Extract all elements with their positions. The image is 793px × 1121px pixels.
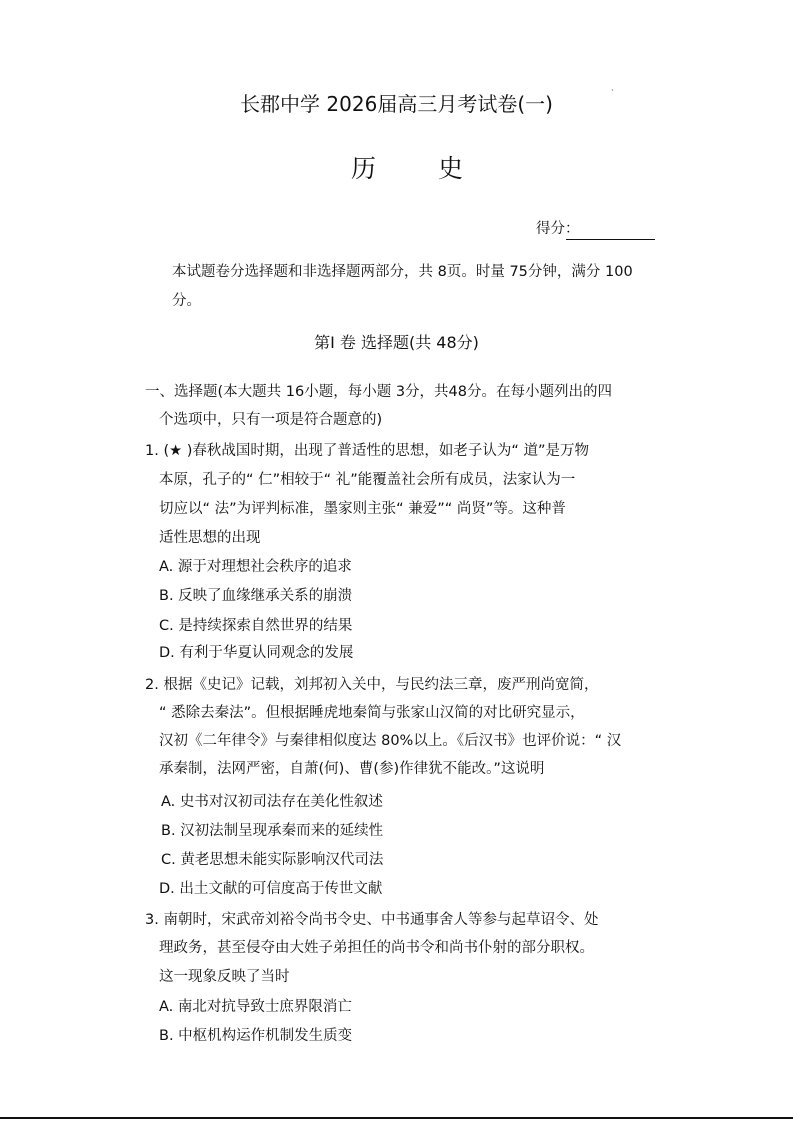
question-3-line-2: 理政务，甚至侵夺由大姓子弟担任的尚书令和尚书仆射的部分职权。 — [159, 940, 594, 956]
question-1-option-a[interactable]: A. 源于对理想社会秩序的追求 — [159, 559, 352, 575]
part-heading-line-1: 一、选择题(本大题共 16小题，每小题 3分，共48分。在每小题列出的四 — [145, 384, 612, 400]
question-1-option-c[interactable]: C. 是持续探索自然世界的结果 — [159, 618, 353, 634]
question-2-line-3: 汉初《二年律令》与秦律相似度达 80%以上。《后汉书》也评价说：“ 汉 — [159, 733, 622, 749]
page-bottom-rule — [0, 1117, 793, 1119]
question-1-line-1: 1. (★ )春秋战国时期，出现了普适性的思想，如老子认为“ 道”是万物 — [145, 443, 589, 459]
question-1-line-3: 切应以“ 法”为评判标准，墨家则主张“ 兼爱”“ 尚贤”等。这种普 — [159, 501, 566, 517]
question-3-option-a[interactable]: A. 南北对抗导致士庶界限消亡 — [159, 999, 352, 1015]
question-2-option-b[interactable]: B. 汉初法制呈现承秦而来的延续性 — [161, 823, 384, 839]
stray-dot: · — [611, 86, 614, 95]
instructions-line-2: 分。 — [172, 293, 201, 309]
question-1-option-d[interactable]: D. 有利于华夏认同观念的发展 — [159, 645, 354, 661]
question-3-line-1: 3. 南朝时，宋武帝刘裕令尚书令史、中书通事舍人等参与起草诏令、处 — [145, 912, 599, 928]
part-heading-line-2: 个选项中，只有一项是符合题意的) — [159, 412, 383, 428]
score-blank-line — [566, 239, 655, 240]
question-2-option-d[interactable]: D. 出土文献的可信度高于传世文献 — [159, 881, 383, 897]
exam-title: 长郡中学 2026届高三月考试卷(一) — [240, 92, 553, 116]
subject-char-2: 史 — [438, 154, 464, 183]
subject-char-1: 历 — [351, 154, 377, 183]
question-1-option-b[interactable]: B. 反映了血缘继承关系的崩溃 — [159, 588, 353, 604]
section-title: 第Ⅰ 卷 选择题(共 48分) — [314, 333, 479, 352]
score-label: 得分： — [536, 221, 580, 237]
question-2-option-a[interactable]: A. 史书对汉初司法存在美化性叙述 — [161, 794, 383, 810]
question-2-line-1: 2. 根据《史记》记载，刘邦初入关中，与民约法三章，废严刑尚宽简， — [145, 677, 599, 693]
question-1-line-4: 适性思想的出现 — [159, 530, 261, 546]
instructions-line-1: 本试题卷分选择题和非选择题两部分，共 8页。时量 75分钟，满分 100 — [172, 264, 633, 280]
question-3-option-b[interactable]: B. 中枢机构运作机制发生质变 — [159, 1028, 353, 1044]
question-1-line-2: 本原，孔子的“ 仁”相较于“ 礼”能覆盖社会所有成员，法家认为一 — [159, 472, 576, 488]
question-2-line-2: “ 悉除去秦法”。但根据睡虎地秦简与张家山汉简的对比研究显示， — [159, 705, 585, 721]
question-3-line-3: 这一现象反映了当时 — [159, 969, 290, 985]
question-2-option-c[interactable]: C. 黄老思想未能实际影响汉代司法 — [161, 852, 384, 868]
question-2-line-4: 承秦制，法网严密，自萧(何)、曹(参)作律犹不能改。”这说明 — [159, 761, 545, 777]
